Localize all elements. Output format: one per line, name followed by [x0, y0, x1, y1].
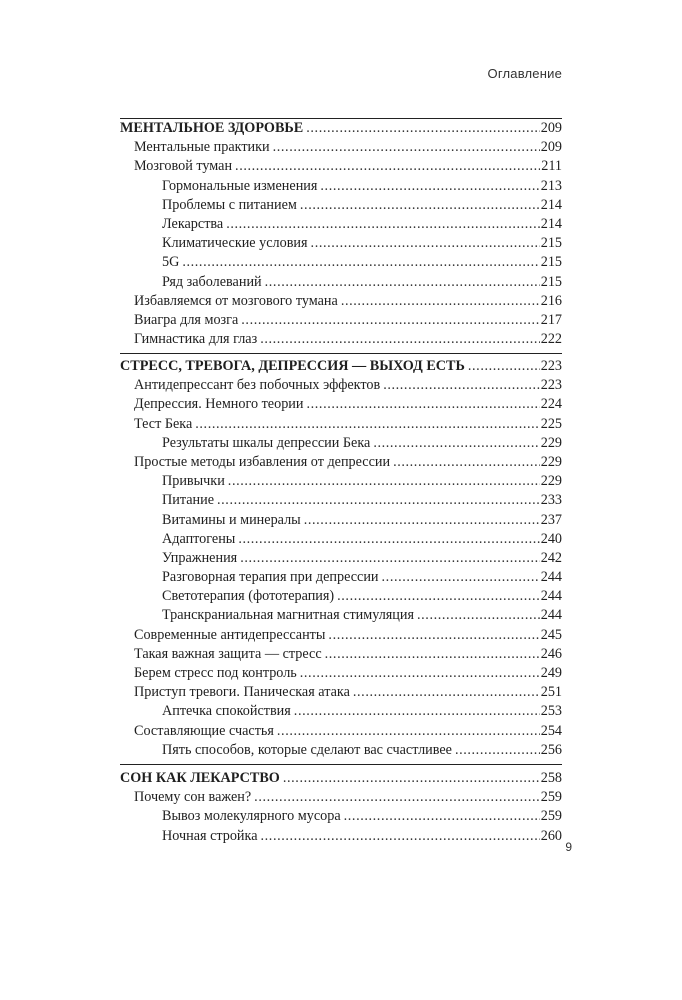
toc-entry-title: Разговорная терапия при депрессии [162, 569, 379, 586]
toc-entry-page: 251 [540, 684, 562, 701]
dot-leader [226, 215, 540, 234]
dot-leader [325, 645, 540, 664]
toc-entry[interactable] [120, 330, 562, 349]
toc-entry-page: 209 [540, 120, 562, 136]
dot-leader [265, 273, 540, 292]
toc-entry-title: Ряд заболеваний [162, 273, 262, 290]
dot-leader [217, 491, 540, 510]
toc-entry[interactable] [120, 587, 562, 606]
toc-entry-title: СОН КАК ЛЕКАРСТВО [120, 770, 280, 786]
toc-entry-page: 260 [540, 827, 562, 844]
toc-chapter-entry[interactable] [120, 769, 562, 788]
toc-entry-page: 240 [540, 530, 562, 547]
toc-entry-page: 244 [540, 607, 562, 624]
dot-leader [240, 549, 540, 568]
toc-entry-title: Такая важная защита — стресс [134, 645, 322, 662]
dot-leader [306, 395, 539, 414]
dot-leader [294, 702, 540, 721]
toc-entry[interactable] [120, 177, 562, 196]
toc-entry-title: Антидепрессант без побочных эффектов [134, 377, 381, 394]
toc-entry[interactable] [120, 273, 562, 292]
toc-entry[interactable] [120, 626, 562, 645]
dot-leader [468, 357, 540, 376]
toc-entry[interactable] [120, 157, 562, 176]
toc-entry-page: 213 [540, 177, 562, 194]
toc-entry[interactable] [120, 138, 562, 157]
toc-entry[interactable] [120, 511, 562, 530]
dot-leader [182, 253, 539, 272]
toc-entry[interactable] [120, 702, 562, 721]
dot-leader [235, 157, 540, 176]
toc-entry[interactable] [120, 741, 562, 760]
toc-entry[interactable] [120, 253, 562, 272]
toc-entry-page: 229 [540, 434, 562, 451]
dot-leader [195, 415, 539, 434]
toc-entry[interactable] [120, 827, 562, 846]
dot-leader [260, 330, 540, 349]
toc-section [120, 357, 562, 760]
toc-entry[interactable] [120, 645, 562, 664]
toc-entry[interactable] [120, 311, 562, 330]
toc-entry-page: 237 [540, 511, 562, 528]
toc-entry-page: 223 [540, 358, 562, 374]
toc-entry-page: 209 [540, 139, 562, 156]
toc-entry-page: 246 [540, 645, 562, 662]
toc-entry-page: 249 [540, 665, 562, 681]
toc-entry-title: Проблемы с питанием [162, 196, 297, 213]
toc-entry[interactable] [120, 491, 562, 510]
toc-entry-title: Современные антидепрессанты [134, 626, 326, 643]
toc-entry-title: 5G [162, 254, 180, 271]
toc-entry[interactable] [120, 395, 562, 414]
toc-entry[interactable] [120, 807, 562, 826]
toc-entry-title: Аптечка спокойствия [162, 703, 291, 720]
toc-entry-title: Гормональные изменения [162, 177, 318, 194]
toc-entry[interactable] [120, 292, 562, 311]
toc-entry-title: Адаптогены [162, 530, 236, 547]
toc-entry-title: СТРЕСС, ТРЕВОГА, ДЕПРЕССИЯ — ВЫХОД ЕСТЬ [120, 358, 465, 374]
toc-entry-page: 259 [540, 789, 562, 806]
toc-entry-page: 245 [540, 626, 562, 643]
toc-entry-title: Виагра для мозга [134, 311, 239, 328]
toc-entry[interactable] [120, 606, 562, 625]
toc-entry-title: Привычки [162, 473, 225, 490]
toc-chapter-entry[interactable] [120, 357, 562, 376]
toc-entry[interactable] [120, 196, 562, 215]
toc-entry-page: 224 [540, 396, 562, 413]
toc-entry-title: Ментальные практики [134, 139, 270, 156]
toc-entry[interactable] [120, 788, 562, 807]
toc-entry-title: Результаты шкалы депрессии Бека [162, 434, 371, 451]
toc-entry-title: Транскраниальная магнитная стимуляция [162, 607, 415, 624]
toc-entry-page: 216 [540, 292, 562, 309]
dot-leader [277, 722, 540, 741]
toc-entry-page: 215 [540, 273, 562, 290]
page-number: 9 [565, 840, 572, 854]
dot-leader [353, 683, 540, 702]
toc-entry[interactable] [120, 234, 562, 253]
toc-entry-page: 229 [540, 473, 562, 490]
toc-entry-page: 211 [541, 158, 562, 175]
running-head: Оглавление [487, 66, 562, 81]
toc-entry[interactable] [120, 472, 562, 491]
section-rule [120, 764, 562, 765]
toc-entry-page: 214 [540, 196, 562, 213]
toc-entry-page: 217 [540, 311, 562, 328]
dot-leader [344, 807, 540, 826]
toc-entry[interactable] [120, 664, 562, 683]
toc-entry-page: 233 [540, 492, 562, 509]
toc-entry-page: 258 [540, 770, 562, 786]
toc-entry-page: 259 [540, 808, 562, 825]
dot-leader [273, 138, 540, 157]
toc-section [120, 769, 562, 846]
dot-leader [261, 827, 540, 846]
dot-leader [304, 511, 540, 530]
dot-leader [283, 769, 540, 788]
toc-entry-title: Составляющие счастья [134, 722, 274, 739]
toc-entry[interactable] [120, 453, 562, 472]
toc-entry[interactable] [120, 434, 562, 453]
toc-entry-title: Простые методы избавления от депрессии [134, 453, 391, 470]
dot-leader [254, 788, 540, 807]
dot-leader [311, 234, 540, 253]
toc-entry[interactable] [120, 530, 562, 549]
toc-entry-page: 223 [540, 377, 562, 394]
toc-entry-title: Гимнастика для глаз [134, 331, 258, 348]
toc-entry[interactable] [120, 549, 562, 568]
toc-entry-page: 254 [540, 722, 562, 739]
toc-entry-title: Приступ тревоги. Паническая атака [134, 684, 350, 701]
dot-leader [373, 434, 539, 453]
toc-entry-title: Лекарства [162, 215, 224, 232]
toc-entry-title: Почему сон важен? [134, 789, 252, 806]
toc-entry[interactable] [120, 683, 562, 702]
toc-entry-title: Депрессия. Немного теории [134, 396, 304, 413]
dot-leader [382, 568, 540, 587]
dot-leader [417, 606, 540, 625]
toc-entry-title: Пять способов, которые сделают вас счастливее [162, 741, 452, 758]
toc-entry-page: 215 [540, 235, 562, 252]
toc-entry-title: Питание [162, 492, 214, 509]
toc-entry-title: Тест Бека [134, 415, 193, 432]
toc-entry-title: Климатические условия [162, 235, 308, 252]
dot-leader [300, 196, 540, 215]
dot-leader [393, 453, 540, 472]
toc-entry-page: 225 [540, 415, 562, 432]
toc-entry-page: 222 [540, 331, 562, 348]
toc-entry-page: 215 [540, 254, 562, 271]
toc-entry-title: Избавляемся от мозгового тумана [134, 292, 338, 309]
dot-leader [337, 587, 540, 606]
toc-entry-page: 244 [540, 588, 562, 605]
toc-entry-title: Мозговой туман [134, 158, 233, 175]
dot-leader [300, 664, 540, 683]
toc-entry-title: Ночная стройка [162, 827, 258, 844]
toc-entry-page: 253 [540, 703, 562, 720]
toc-entry-page: 229 [540, 453, 562, 470]
toc-entry-title: Светотерапия (фототерапия) [162, 588, 335, 605]
dot-leader [341, 292, 540, 311]
toc-entry-title: Берем стресс под контроль [134, 665, 297, 681]
dot-leader [328, 626, 539, 645]
section-rule [120, 353, 562, 354]
toc-entry-page: 214 [540, 215, 562, 232]
dot-leader [306, 119, 539, 138]
toc-entry-title: Вывоз молекулярного мусора [162, 808, 341, 825]
dot-leader [320, 177, 539, 196]
toc-entry[interactable] [120, 415, 562, 434]
toc-section [120, 119, 562, 349]
dot-leader [228, 472, 540, 491]
toc-entry[interactable] [120, 215, 562, 234]
toc-entry-page: 242 [540, 549, 562, 566]
dot-leader [238, 530, 539, 549]
dot-leader [383, 376, 540, 395]
dot-leader [241, 311, 539, 330]
toc-entry-title: МЕНТАЛЬНОЕ ЗДОРОВЬЕ [120, 120, 304, 136]
dot-leader [455, 741, 540, 760]
toc-entry[interactable] [120, 568, 562, 587]
toc-entry-page: 256 [540, 741, 562, 758]
toc-entry-title: Упражнения [162, 549, 238, 566]
toc-entry-page: 244 [540, 569, 562, 586]
toc-entry[interactable] [120, 722, 562, 741]
toc-entry[interactable] [120, 376, 562, 395]
toc-entry-title: Витамины и минералы [162, 511, 301, 528]
toc-chapter-entry[interactable] [120, 119, 562, 138]
